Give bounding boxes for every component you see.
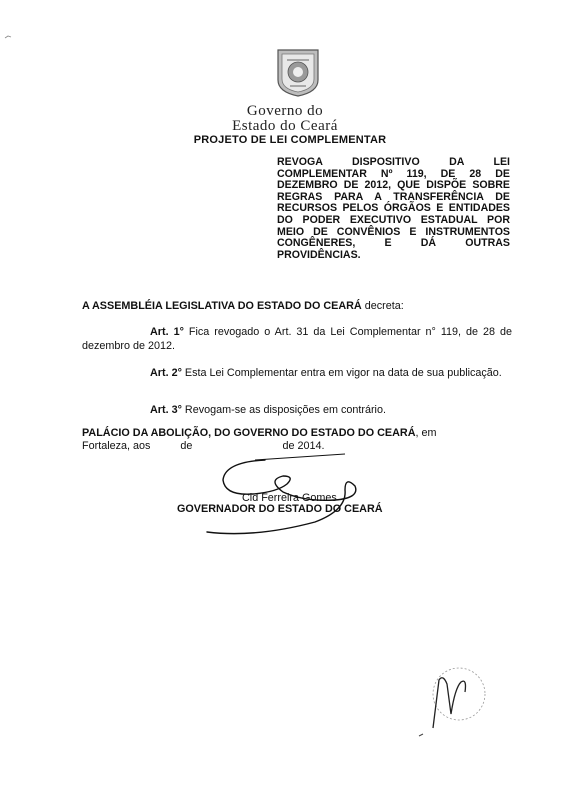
palace-name: PALÁCIO DA ABOLIÇÃO, DO GOVERNO DO ESTADO DO CEARÁ <box>82 427 416 439</box>
article-label: Art. 2° <box>150 367 182 379</box>
ementa-summary: REVOGA DISPOSITIVO DA LEI COMPLEMENTAR Nº 119, DE 28 DE DEZEMBRO DE 2012, QUE DISPÕE SOBRE REGRAS PARA A TRANSFERÊNCIA DE RECURSOS PELOS ÓRGÃOS E ENTIDADES DO PODER EXECUTIVO ESTADUAL POR MEIO DE CONVÊNIOS E INSTRUMENTOS CONGÊNERES, E DÁ OUTRAS PROVIDÊNCIAS. <box>277 156 510 261</box>
scan-mark <box>4 34 14 40</box>
date-year: de 2014. <box>282 440 325 452</box>
closing-palace <box>82 426 512 440</box>
document-type: PROJETO DE LEI COMPLEMENTAR <box>193 134 387 146</box>
article-1 <box>82 325 512 353</box>
article-label: Art. 3° <box>150 404 182 416</box>
enactment-clause <box>82 299 512 313</box>
enactment-body: A ASSEMBLÉIA LEGISLATIVA DO ESTADO DO CEARÁ <box>82 300 362 312</box>
palace-suffix: , em <box>415 427 437 439</box>
page-stamp-icon <box>415 658 495 738</box>
government-line1: Governo do <box>246 103 324 119</box>
government-logotype <box>180 104 390 134</box>
state-coat-of-arms-icon <box>273 46 323 98</box>
handwritten-signature <box>195 440 365 540</box>
article-3 <box>82 403 512 417</box>
government-line2: Estado do Ceará <box>232 118 338 134</box>
article-2 <box>82 366 512 380</box>
signer-name: Cid Ferreira Gomes <box>242 492 337 504</box>
enactment-verb: decreta: <box>364 300 404 312</box>
article-text: Fica revogado o Art. 31 da Lei Complementar n° 119, de 28 de dezembro de 2012. <box>82 326 513 352</box>
article-text: Esta Lei Complementar entra em vigor na data de sua publicação. <box>184 367 502 379</box>
signer-title: GOVERNADOR DO ESTADO DO CEARÁ <box>177 503 383 515</box>
article-text: Revogam-se as disposições em contrário. <box>184 404 386 416</box>
date-de: de <box>180 440 193 452</box>
date-city: Fortaleza, aos <box>82 440 151 452</box>
article-label: Art. 1° <box>150 326 184 338</box>
